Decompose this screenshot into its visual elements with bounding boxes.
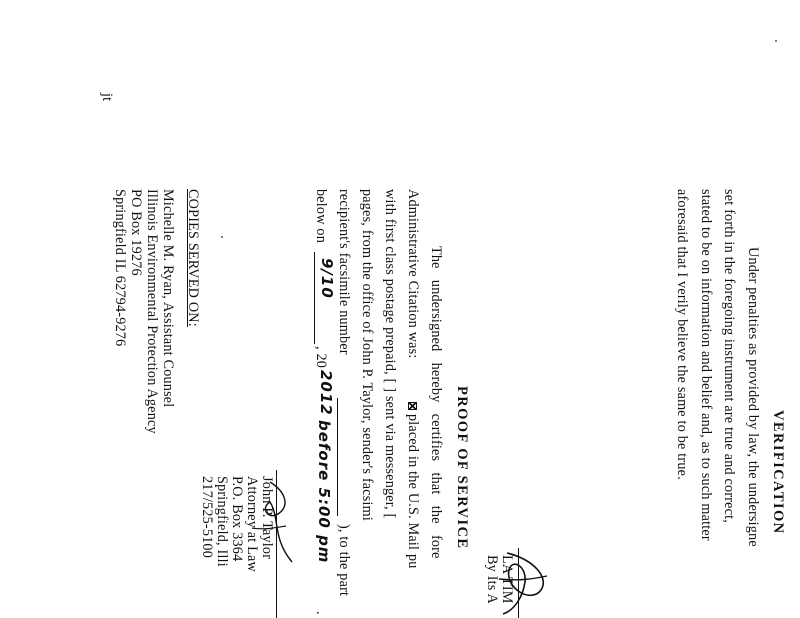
copies-recipient-agency: Illinois Environmental Protection Agency [144, 189, 160, 434]
verification-line-2: set forth in the foregoing instrument are true and correct, [721, 189, 737, 524]
signature-company: LA TIM [499, 555, 515, 604]
proof-line-2-end: placed in the U.S. Mail pu [405, 414, 421, 569]
copies-served-heading: COPIES SERVED ON: [185, 189, 201, 327]
proof-line-2-start: Administrative Citation was: [405, 189, 421, 359]
handwritten-note: before 5:00 pm [315, 420, 333, 564]
verification-heading: VERIFICATION [770, 410, 786, 535]
attorney-phone: 217/525-5100 [199, 476, 215, 559]
scan-speck [221, 236, 223, 238]
signature-scribble [495, 548, 555, 618]
signature-by: By Its A [484, 555, 500, 604]
proof-line-6-end: . [313, 611, 329, 615]
handwritten-date: 9/10 [318, 258, 336, 299]
facsimile-number-blank [337, 398, 338, 516]
attorney-signature-scribble [250, 478, 300, 568]
proof-line-3: with first class postage prepaid, [ ] sent via messenger, [ [382, 189, 398, 519]
copies-recipient-po-box: PO Box 19276 [128, 189, 144, 276]
year-printed: , 20 [313, 346, 329, 369]
scan-speck [775, 40, 777, 42]
proof-line-5-prefix: recipient's facsimile number [336, 189, 352, 355]
attorney-name: John P. Taylor [259, 476, 275, 560]
handwritten-year-digits: 2012 [317, 370, 335, 416]
typist-initials: jt [99, 93, 115, 102]
proof-line-5-suffix: ), to the part [336, 524, 352, 597]
date-blank [314, 252, 315, 344]
proof-line-6-prefix: below on [313, 189, 329, 244]
proof-line-1: The undersigned hereby certifies that the fore [428, 246, 444, 559]
attorney-city: Springfield, Illi [214, 476, 230, 567]
verification-line-3: stated to be on information and belief and, as to such matter [698, 189, 714, 541]
attorney-po-box: P.O. Box 3364 [229, 476, 245, 562]
checked-checkbox-icon [408, 402, 417, 410]
copies-recipient-city: Springfield IL 62794-9276 [112, 189, 128, 347]
verification-line-1: Under penalties as provided by law, the undersigne [745, 247, 761, 547]
verification-line-4: aforesaid that I verily believe the same to be true. [674, 189, 690, 480]
attorney-title: Attorney at Law [244, 476, 260, 572]
proof-line-4: pages, from the office of John P. Taylor, sender's facsimi [359, 189, 375, 521]
copies-recipient-name: Michelle M. Ryan, Assistant Counsel [160, 189, 176, 408]
proof-of-service-heading: PROOF OF SERVICE [454, 386, 470, 550]
